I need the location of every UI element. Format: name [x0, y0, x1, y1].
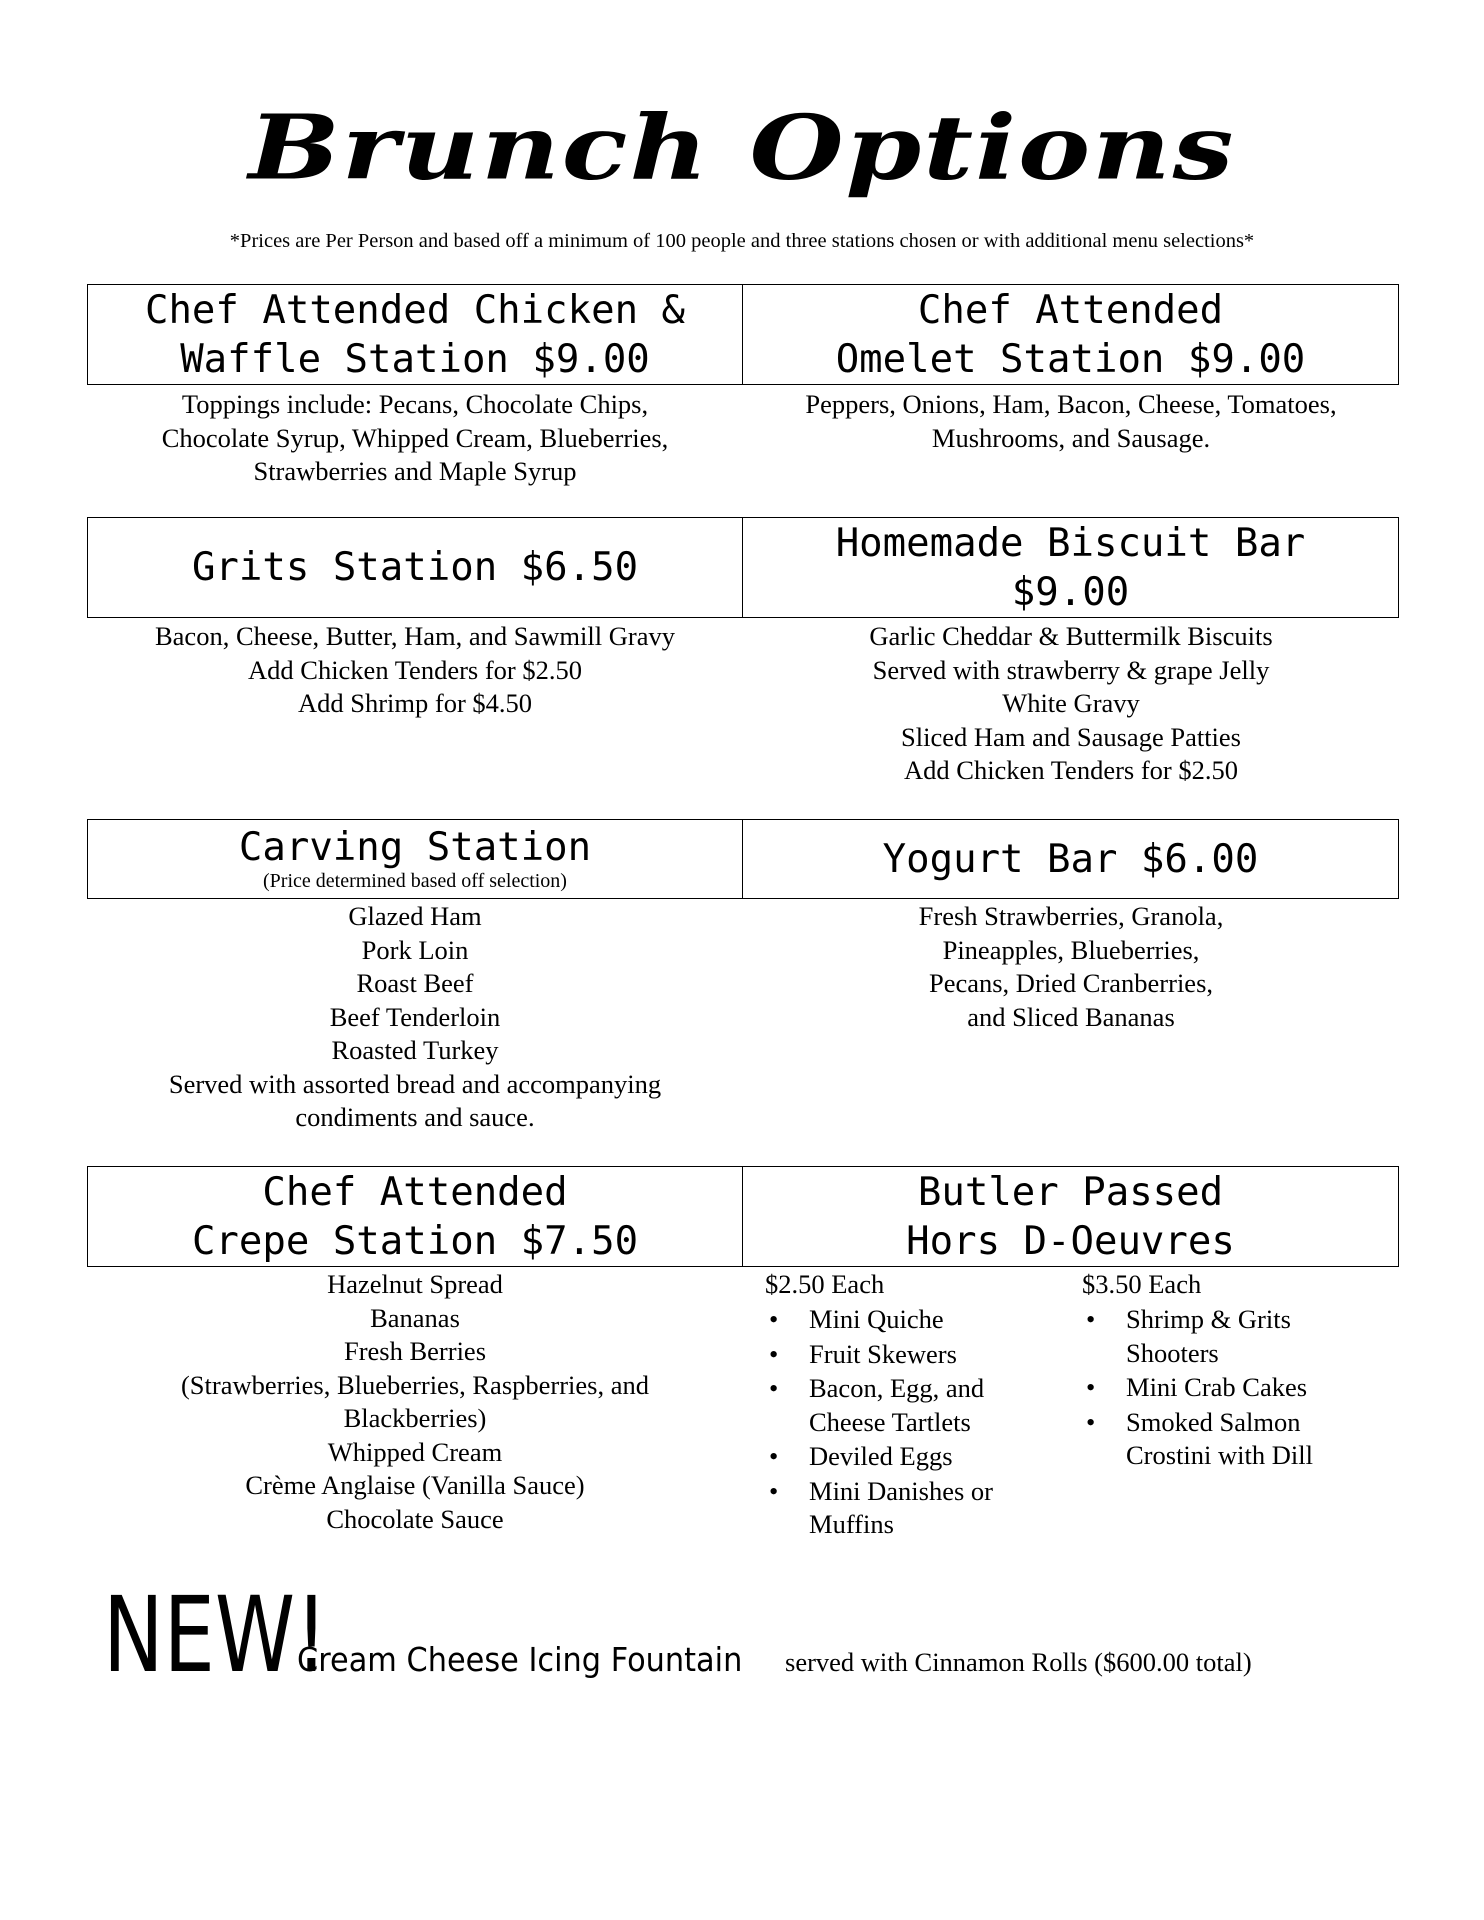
bullet-icon: • — [769, 1338, 779, 1369]
hors-header — [743, 1166, 1399, 1267]
header-line: Homemade Biscuit Bar — [835, 520, 1306, 566]
item-line: Deviled Eggs — [809, 1441, 953, 1471]
body-line: Add Chicken Tenders for $2.50 — [248, 654, 582, 685]
list-item — [765, 1338, 1082, 1372]
body-line: Whipped Cream — [327, 1436, 503, 1467]
body-line: Fresh Strawberries, Granola, — [918, 901, 1224, 931]
body-line: Glazed Ham — [348, 901, 482, 931]
body-line: Garlic Cheddar & Buttermilk Biscuits — [869, 621, 1273, 651]
body-line: Add Shrimp for $4.50 — [297, 688, 533, 718]
grits-header — [87, 517, 743, 618]
carving-header — [87, 819, 743, 899]
hors-column-1 — [765, 1268, 1082, 1543]
body-line: Chocolate Sauce — [326, 1503, 504, 1534]
crepe-body — [87, 1268, 743, 1543]
body-line: Pineapples, Blueberries, — [942, 934, 1200, 965]
header-line: Hors D-Oeuvres — [906, 1218, 1235, 1264]
hors-price: $2.50 Each — [765, 1269, 885, 1299]
header-line: Waffle Station $9.00 — [180, 336, 650, 382]
body-line: Blackberries) — [343, 1403, 487, 1433]
new-badge: NEW! — [103, 1574, 328, 1696]
grits-body — [87, 620, 743, 788]
row-1-headers — [87, 284, 1399, 385]
page-title: Brunch Options — [248, 96, 1236, 200]
pricing-note: *Prices are Per Person and based off a minimum of 100 people and three stations chosen or with additional menu selections* — [229, 230, 1255, 252]
item-line: Mini Crab Cakes — [1126, 1372, 1308, 1402]
body-line: Pecans, Dried Cranberries, — [928, 968, 1214, 998]
body-line: Chocolate Syrup, Whipped Cream, Blueberries, — [161, 422, 669, 453]
hors-price: $3.50 Each — [1082, 1269, 1202, 1299]
header-line: Butler Passed — [917, 1169, 1224, 1215]
body-line: Beef Tenderloin — [329, 1001, 501, 1032]
hors-column-2 — [1082, 1268, 1399, 1543]
crepe-header — [87, 1166, 743, 1267]
body-line: Crème Anglaise (Vanilla Sauce) — [245, 1470, 585, 1500]
list-item — [765, 1303, 1082, 1337]
list-item — [1082, 1303, 1399, 1370]
list-item — [765, 1475, 1082, 1542]
body-line: (Strawberries, Blueberries, Raspberries, and — [180, 1369, 649, 1400]
body-line: White Gravy — [1002, 688, 1140, 718]
new-product-name: Cream Cheese Icing Fountain — [297, 1640, 743, 1679]
header-line: $9.00 — [1011, 569, 1130, 615]
body-line: Bananas — [370, 1302, 460, 1333]
body-line: condiments and sauce. — [295, 1102, 535, 1132]
bullet-icon: • — [769, 1373, 779, 1403]
carving-body — [87, 900, 743, 1135]
row-1-bodies — [87, 388, 1399, 489]
body-line: Served with assorted bread and accompanying — [168, 1068, 662, 1099]
row-4-headers — [87, 1166, 1399, 1267]
hors-list — [1082, 1303, 1399, 1473]
bullet-icon: • — [769, 1441, 779, 1471]
bullet-icon: • — [1086, 1406, 1096, 1437]
header-line: Grits Station $6.50 — [191, 545, 639, 590]
row-3-headers — [87, 819, 1399, 899]
row-4-bodies — [87, 1268, 1399, 1543]
item-line: Cheese Tartlets — [809, 1406, 971, 1437]
new-item-announcement — [103, 1574, 1252, 1696]
hors-body — [743, 1268, 1399, 1543]
item-line: Fruit Skewers — [809, 1338, 957, 1369]
bullet-icon: • — [769, 1304, 779, 1334]
item-line: Crostini with Dill — [1126, 1440, 1313, 1470]
list-item — [765, 1372, 1082, 1439]
hors-list — [765, 1303, 1082, 1542]
item-line: Mini Quiche — [809, 1304, 944, 1334]
biscuit-body — [743, 620, 1399, 788]
chicken-waffle-body — [87, 388, 743, 489]
list-item — [1082, 1406, 1399, 1473]
bullet-icon: • — [769, 1475, 779, 1506]
body-line: Toppings include: Pecans, Chocolate Chips, — [181, 389, 649, 419]
header-line: Omelet Station $9.00 — [835, 336, 1306, 382]
bullet-icon: • — [1086, 1372, 1096, 1402]
biscuit-header — [743, 517, 1399, 618]
omelet-header — [743, 284, 1399, 385]
item-line: Bacon, Egg, and — [809, 1373, 985, 1403]
omelet-body — [743, 388, 1399, 489]
item-line: Muffins — [809, 1509, 894, 1539]
item-line: Smoked Salmon — [1126, 1406, 1301, 1437]
body-line: Pork Loin — [361, 934, 469, 965]
body-line: and Sliced Bananas — [967, 1001, 1175, 1032]
header-line: Crepe Station $7.50 — [191, 1218, 639, 1264]
item-line: Shrimp & Grits — [1126, 1304, 1291, 1334]
body-line: Peppers, Onions, Ham, Bacon, Cheese, Tomatoes, — [805, 389, 1337, 419]
header-line: Yogurt Bar $6.00 — [882, 836, 1259, 882]
header-line: Chef Attended — [917, 287, 1224, 333]
yogurt-header — [743, 819, 1399, 899]
chicken-waffle-header — [87, 284, 743, 385]
item-line: Shooters — [1126, 1337, 1219, 1368]
body-line: Bacon, Cheese, Butter, Ham, and Sawmill Gravy — [155, 621, 675, 651]
row-2-headers — [87, 517, 1399, 618]
body-line: Strawberries and Maple Syrup — [253, 456, 577, 486]
yogurt-body — [743, 900, 1399, 1135]
item-line: Mini Danishes or — [809, 1475, 994, 1506]
list-item — [1082, 1371, 1399, 1405]
new-product-description: served with Cinnamon Rolls ($600.00 total) — [785, 1647, 1252, 1677]
body-line: Roasted Turkey — [331, 1035, 499, 1065]
body-line: Hazelnut Spread — [327, 1269, 503, 1299]
row-2-bodies — [87, 620, 1399, 788]
price-note: (Price determined based off selection) — [263, 870, 567, 892]
header-line: Carving Station — [238, 825, 592, 870]
body-line: Mushrooms, and Sausage. — [931, 422, 1211, 453]
body-line: Add Chicken Tenders for $2.50 — [904, 755, 1238, 785]
row-3-bodies — [87, 900, 1399, 1135]
list-item — [765, 1440, 1082, 1474]
bullet-icon: • — [1086, 1304, 1096, 1334]
body-line: Fresh Berries — [343, 1336, 487, 1366]
body-line: Roast Beef — [356, 968, 474, 998]
body-line: Served with strawberry & grape Jelly — [872, 654, 1270, 685]
header-line: Chef Attended Chicken & — [144, 287, 686, 333]
body-line: Sliced Ham and Sausage Patties — [900, 721, 1241, 752]
header-line: Chef Attended — [262, 1169, 568, 1215]
